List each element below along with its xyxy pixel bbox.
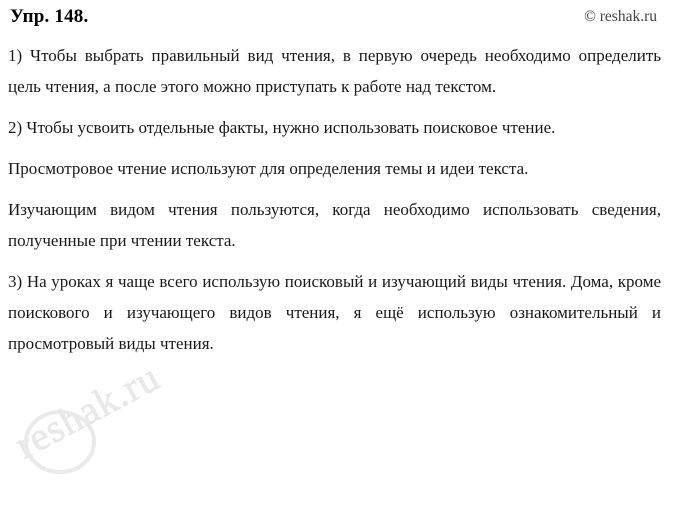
paragraph-2: 2) Чтобы усвоить отдельные факты, нужно использовать поисковое чтение. xyxy=(8,118,556,137)
reshak-watermark xyxy=(2,350,192,480)
paragraph-4: Изучающим видом чтения пользуются, когда необходимо использовать сведения, полученные при чтении текста. xyxy=(8,200,661,250)
paragraph-3: Просмотровое чтение используют для определения темы и идеи текста. xyxy=(8,159,529,178)
document-header xyxy=(8,6,665,28)
svg-text:reshak.ru: reshak.ru xyxy=(7,353,167,468)
paragraph-5: 3) На уроках я чаще всего использую поисковый и изучающий виды чтения. Дома, кроме поискового и изучающего видов чтения, я ещё использую ознакомительный и просмотровый виды чтения. xyxy=(8,272,661,353)
paragraph-1: 1) Чтобы выбрать правильный вид чтения, в первую очередь необходимо определить цель чтения, а после этого можно приступать к работе над текстом. xyxy=(8,46,661,96)
page-title: Упр. 148. xyxy=(10,6,89,27)
answer-body xyxy=(8,40,665,359)
copyright-notice: © reshak.ru xyxy=(584,8,657,25)
